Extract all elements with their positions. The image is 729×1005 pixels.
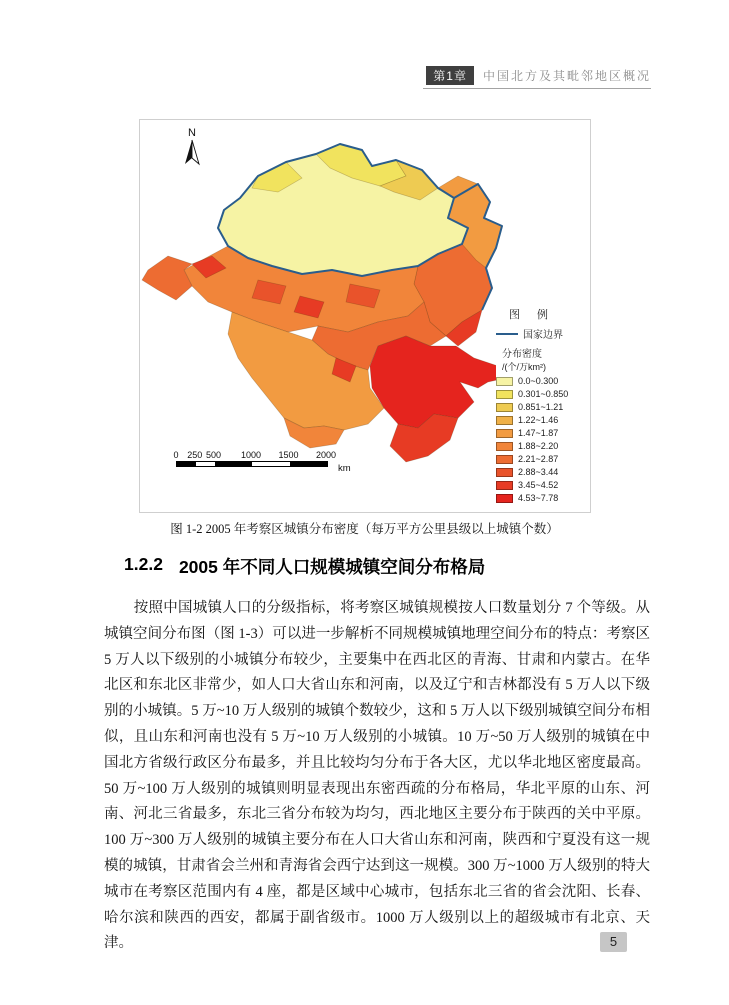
legend-range-label: 1.88~2.20 [518,441,559,451]
legend-boundary-row [496,326,589,341]
scalebar-tick-label: 0 [173,450,179,460]
body-paragraph: 按照中国城镇人口的分级指标，将考察区城镇规模按人口数量划分 7 个等级。从城镇空间分布图（图 1-3）可以进一步解析不同规模城镇地理空间分布的特点：考察区 5 万人以下级别的小城镇分布较少，主要集中在西北区的青海、甘肃和内蒙古。在华北区和东北区非常少，如人口大省山东和河南，以及辽宁和吉林都没有 5 万人以下级别的小城镇。5 万~10 万人级别的城镇个数较少，这和 5 万人以下级别城镇空间分布相似，且山东和河南也没有 5 万~10 万人级别的小城镇。10 万~50 万人级别的城镇在中国北方省级行政区分布最多，并且比较均匀分布于各大区，尤以华北地区密度最高。50 万~100 万人级别的城镇则明显表现出东密西疏的分布格局，华北平原的山东、河南、河北三省最多，东北三省分布较为均匀，西北地区主要分布于陕西的关中平原。100 万~300 万人级别的城镇主要分布在人口大省山东和河南，陕西和宁夏没有这一规模的城镇，甘肃省会兰州和青海省会西宁达到这一规模。300 万~1000 万人级别的特大城市在考察区范围内有 4 座，都是区域中心城市，包括东北三省的省会沈阳、长春、哈尔滨和陕西的西安，都属于副省级市。1000 万人级别以上的超级城市有北京、天津。 [104,600,650,952]
page-number-badge: 5 [600,932,627,952]
north-arrow-icon [185,127,199,164]
scalebar-segment [215,462,253,466]
legend-swatch [496,481,513,490]
legend-swatch [496,390,513,399]
legend-class-row [496,467,589,477]
legend-range-label: 3.45~4.52 [518,480,559,490]
section-heading [124,554,485,579]
legend-boundary-line [496,333,518,335]
section-number: 1.2.2 [124,554,163,574]
scalebar-ticks [173,450,337,461]
legend-class-row [496,441,589,451]
map-region [142,256,192,300]
scalebar-bar [176,461,328,467]
legend-swatch [496,429,513,438]
legend-class-row [496,415,589,425]
legend-swatch [496,455,513,464]
legend-swatch [496,442,513,451]
chapter-title: 中国北方及其毗邻地区概况 [482,69,651,83]
header-rule [423,88,651,89]
legend-range-label: 0.301~0.850 [518,389,569,399]
scalebar [173,450,396,474]
scalebar-segment [196,462,215,466]
legend-range-label: 0.851~1.21 [518,402,564,412]
scalebar-segment [177,462,196,466]
legend-swatch [496,403,513,412]
scalebar-unit: km [338,463,351,474]
legend-class-row [496,493,589,503]
legend-swatch [496,377,513,386]
scalebar-segment [290,462,328,466]
legend-boundary-label: 国家边界 [523,330,563,341]
scalebar-tick-label: 250 [187,450,203,460]
scalebar-tick-label: 500 [205,450,222,460]
legend-range-label: 1.47~1.87 [518,428,559,438]
legend-class-row [496,402,589,412]
legend-classes [496,376,589,503]
legend-density-unit: /(个/万km²) [502,362,546,372]
chapter-badge: 第1章 [426,66,474,85]
map-region [370,336,506,428]
legend-range-label: 2.88~3.44 [518,467,559,477]
scalebar-tick-label: 2000 [315,450,337,460]
legend-swatch [496,416,513,425]
legend-class-row [496,480,589,490]
running-header [426,66,651,85]
scalebar-segment [252,462,290,466]
legend-swatch [496,494,513,503]
legend-class-row [496,389,589,399]
figure-map [139,119,591,513]
legend-class-row [496,454,589,464]
map-legend [496,306,589,506]
legend-range-label: 0.0~0.300 [518,376,559,386]
figure-caption: 图 1-2 2005 年考察区城镇分布密度（每万平方公里县级以上城镇个数） [170,522,559,536]
legend-class-row [496,376,589,386]
scalebar-tick-label: 1000 [240,450,262,460]
section-title: 2005 年不同人口规模城镇空间分布格局 [178,557,486,577]
legend-range-label: 2.21~2.87 [518,454,559,464]
svg-text:N: N [188,127,196,139]
legend-range-label: 1.22~1.46 [518,415,559,425]
legend-range-label: 4.53~7.78 [518,493,559,503]
scalebar-tick-label: 1500 [278,450,299,460]
legend-class-row [496,428,589,438]
legend-title: 图 例 [509,309,556,321]
legend-density-title: 分布密度 [502,349,542,360]
legend-swatch [496,468,513,477]
